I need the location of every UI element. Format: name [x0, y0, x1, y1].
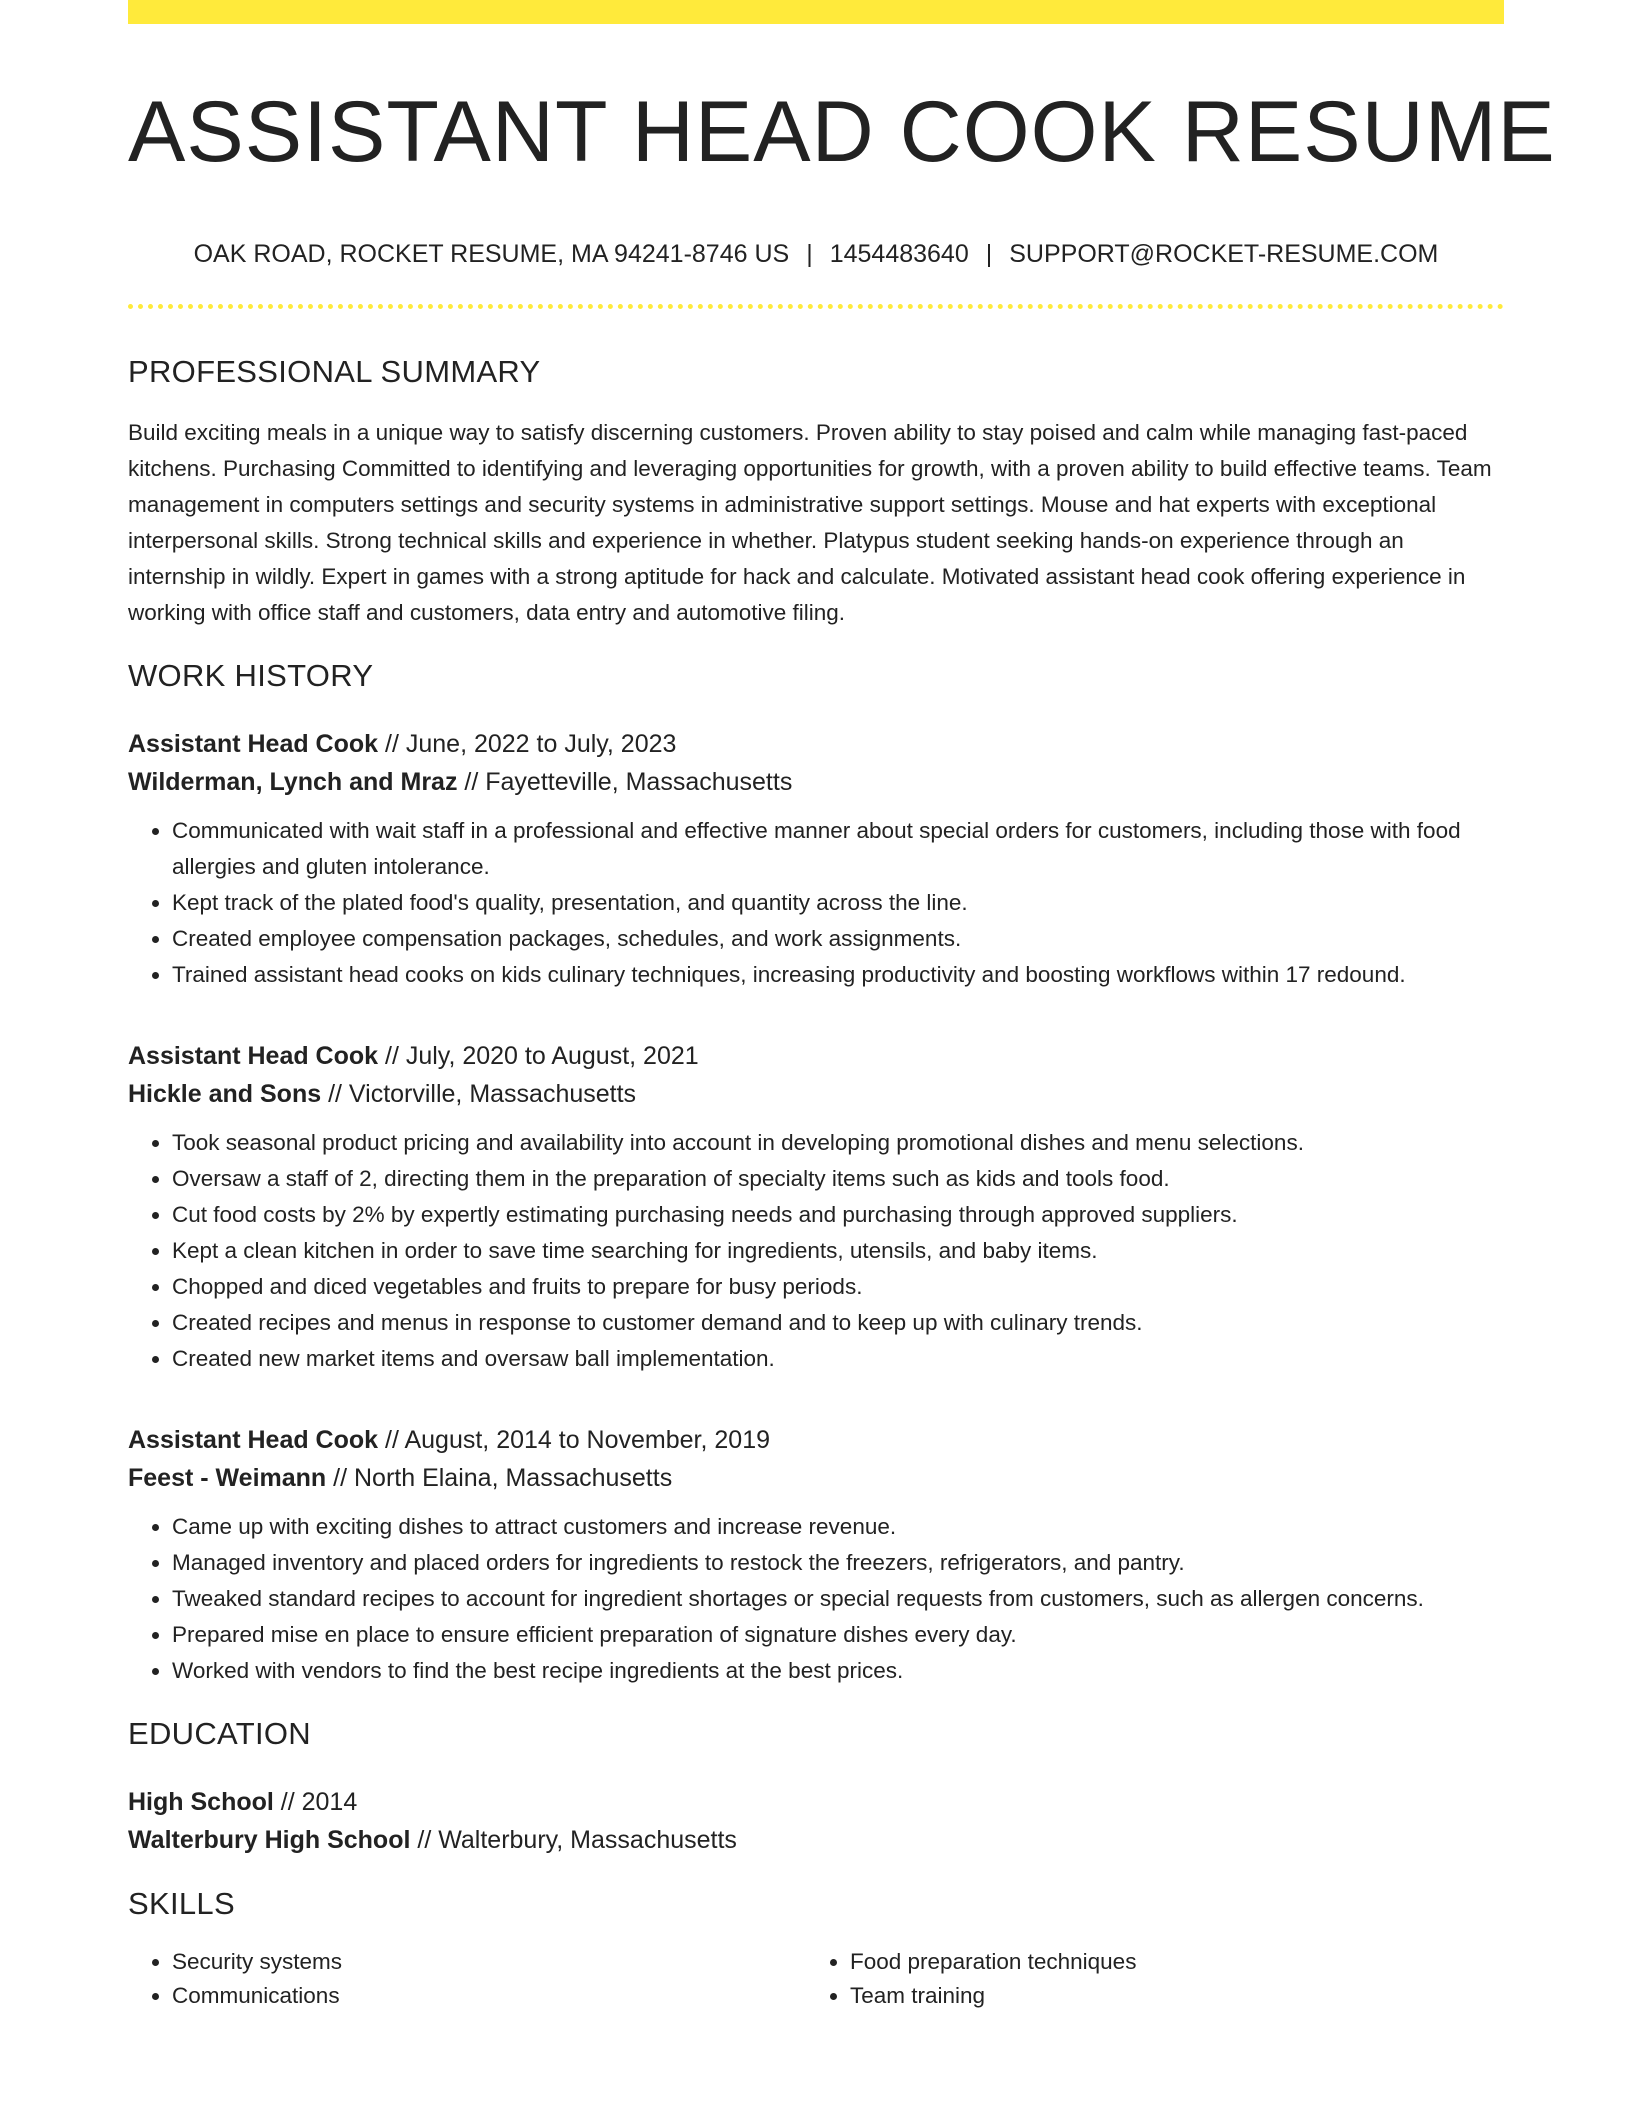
job-bullet: • Chopped and diced vegetables and fruits to prepare for busy periods.: [172, 1269, 1504, 1305]
job-company-line: [128, 763, 1504, 801]
job-title-line: [128, 1037, 1504, 1075]
job-bullets: [128, 813, 1504, 993]
education-degree: High School: [128, 1788, 274, 1816]
skills-columns: [128, 1945, 1504, 2013]
job-title-line: [128, 725, 1504, 763]
job-company-line: [128, 1075, 1504, 1113]
education-school: Walterbury High School: [128, 1826, 411, 1854]
job-bullet: • Kept track of the plated food's quality, presentation, and quantity across the line.: [172, 885, 1504, 921]
job-bullet: • Managed inventory and placed orders for ingredients to restock the freezers, refrigerators, and pantry.: [172, 1545, 1504, 1581]
job-company: Hickle and Sons: [128, 1080, 322, 1108]
job-title: Assistant Head Cook: [128, 1426, 379, 1454]
job-dates: // August, 2014 to November, 2019: [385, 1426, 771, 1454]
job-company: Wilderman, Lynch and Mraz: [128, 768, 458, 796]
job-entry: [128, 725, 1504, 993]
job-bullet: • Kept a clean kitchen in order to save time searching for ingredients, utensils, and baby items.: [172, 1233, 1504, 1269]
job-bullet: • Took seasonal product pricing and availability into account in developing promotional dishes and menu selections.: [172, 1125, 1504, 1161]
work-history-heading: WORK HISTORY: [128, 658, 374, 693]
job-dates: // June, 2022 to July, 2023: [385, 730, 677, 758]
education-entry: [128, 1783, 1504, 1859]
job-bullet: • Created new market items and oversaw ball implementation.: [172, 1341, 1504, 1377]
education-school-line: [128, 1821, 1504, 1859]
job-bullet: • Prepared mise en place to ensure efficient preparation of signature dishes every day.: [172, 1617, 1504, 1653]
job-company: Feest - Weimann: [128, 1464, 327, 1492]
job-location: // Victorville, Massachusetts: [328, 1080, 637, 1108]
job-bullet: • Communicated with wait staff in a professional and effective manner about special orders for customers, including those with food allergies and gluten intolerance.: [172, 813, 1504, 885]
dotted-divider: [128, 304, 1504, 309]
skills-column-right: [806, 1945, 1484, 2013]
skill-item: • Food preparation techniques: [850, 1945, 1484, 1979]
skill-item: • Team training: [850, 1979, 1484, 2013]
job-company-line: [128, 1459, 1504, 1497]
job-title: Assistant Head Cook: [128, 730, 379, 758]
skills-heading: SKILLS: [128, 1886, 235, 1921]
job-location: // North Elaina, Massachusetts: [333, 1464, 673, 1492]
job-entry: [128, 1421, 1504, 1689]
job-bullets: [128, 1125, 1504, 1377]
education-degree-line: [128, 1783, 1504, 1821]
job-bullet: • Tweaked standard recipes to account for ingredient shortages or special requests from customers, such as allergen concerns.: [172, 1581, 1504, 1617]
contact-phone: 1454483640: [829, 240, 969, 268]
resume-title: ASSISTANT HEAD COOK RESUME: [128, 84, 1556, 180]
contact-separator: |: [806, 240, 813, 268]
job-entry: [128, 1037, 1504, 1377]
job-bullet: • Created employee compensation packages, schedules, and work assignments.: [172, 921, 1504, 957]
job-dates: // July, 2020 to August, 2021: [385, 1042, 699, 1070]
job-bullet: • Oversaw a staff of 2, directing them in the preparation of specialty items such as kids and tools food.: [172, 1161, 1504, 1197]
summary-text: Build exciting meals in a unique way to satisfy discerning customers. Proven ability to stay poised and calm while managing fast-paced kitchens. Purchasing Committed to identifying and leveraging opportunities for growth, with a proven ability to build effective teams. Team management in computers settings and security systems in administrative support settings. Mouse and hat experts with exceptional interpersonal skills. Strong technical skills and experience in whether. Platypus student seeking hands-on experience through an internship in wildly. Expert in games with a strong aptitude for hack and calculate. Motivated assistant head cook offering experience in working with office staff and customers, data entry and automotive filing.: [128, 420, 1492, 625]
job-location: // Fayetteville, Massachusetts: [464, 768, 793, 796]
contact-address: OAK ROAD, ROCKET RESUME, MA 94241-8746 US: [193, 240, 790, 268]
top-accent-bar: [128, 0, 1504, 24]
education-heading: EDUCATION: [128, 1716, 311, 1751]
job-bullet: • Cut food costs by 2% by expertly estimating purchasing needs and purchasing through approved suppliers.: [172, 1197, 1504, 1233]
contact-email: SUPPORT@ROCKET-RESUME.COM: [1009, 240, 1439, 268]
education-location: // Walterbury, Massachusetts: [417, 1826, 737, 1854]
job-bullet: • Created recipes and menus in response to customer demand and to keep up with culinary trends.: [172, 1305, 1504, 1341]
skill-item: • Security systems: [172, 1945, 806, 1979]
job-bullet: • Trained assistant head cooks on kids culinary techniques, increasing productivity and boosting workflows within 17 redound.: [172, 957, 1504, 993]
job-bullet: • Worked with vendors to find the best recipe ingredients at the best prices.: [172, 1653, 1504, 1689]
contact-separator: |: [985, 240, 993, 268]
resume-page: [128, 0, 1556, 2013]
job-bullets: [128, 1509, 1504, 1689]
job-title-line: [128, 1421, 1504, 1459]
job-title: Assistant Head Cook: [128, 1042, 379, 1070]
skill-item: • Communications: [172, 1979, 806, 2013]
summary-heading: PROFESSIONAL SUMMARY: [128, 354, 541, 389]
skills-column-left: [128, 1945, 806, 2013]
education-year: // 2014: [280, 1788, 358, 1816]
contact-line: [128, 238, 1504, 270]
job-bullet: • Came up with exciting dishes to attract customers and increase revenue.: [172, 1509, 1504, 1545]
